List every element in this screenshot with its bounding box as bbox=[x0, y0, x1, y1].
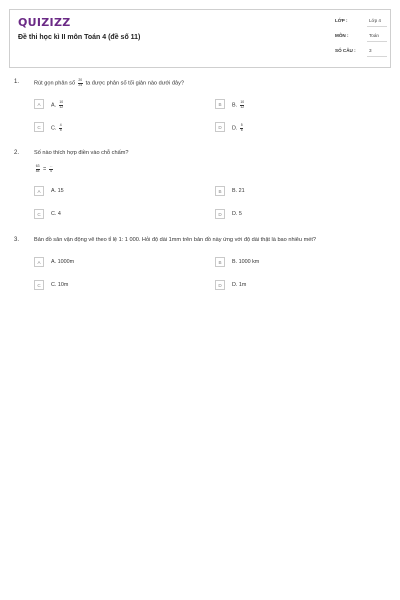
option-prefix: B. bbox=[232, 102, 238, 109]
option-letter-box[interactable]: D bbox=[215, 209, 225, 219]
meta-row-subject bbox=[335, 31, 387, 46]
meta-value: 3 bbox=[369, 48, 372, 53]
option-text: A. 15 bbox=[51, 188, 64, 194]
option-letter-box[interactable]: C bbox=[34, 280, 44, 290]
question-number: 2. bbox=[14, 150, 20, 156]
option-prefix: C. bbox=[51, 125, 57, 132]
fraction-numerator: 20 bbox=[78, 78, 83, 82]
question-text bbox=[34, 79, 184, 87]
meta-label: MÔN : bbox=[335, 33, 349, 38]
option-fraction bbox=[240, 101, 244, 109]
question-number: 3. bbox=[14, 237, 20, 243]
option-prefix: D. bbox=[232, 125, 238, 132]
option-letter-box[interactable]: B bbox=[215, 99, 225, 109]
meta-label: LỚP : bbox=[335, 18, 348, 23]
option-text bbox=[51, 124, 63, 132]
meta-table bbox=[335, 16, 387, 61]
question-text-after: ta được phân số tối giản nào dưới đây? bbox=[85, 80, 185, 87]
fraction-denominator: 24 bbox=[78, 82, 83, 87]
equals-sign: = bbox=[42, 166, 47, 173]
meta-underline bbox=[367, 26, 387, 27]
option-letter-box[interactable]: D bbox=[215, 280, 225, 290]
option-prefix: A. bbox=[51, 102, 57, 109]
option-letter-box[interactable]: D bbox=[215, 122, 225, 132]
question-text: Số nào thích hợp điền vào chỗ chấm? bbox=[34, 150, 129, 156]
meta-value: Lớp 4 bbox=[369, 18, 381, 23]
option-text: B. 1000 km bbox=[232, 259, 260, 265]
option-text bbox=[232, 101, 246, 109]
fraction-denominator: 12 bbox=[59, 104, 64, 109]
option-letter-box[interactable]: C bbox=[34, 122, 44, 132]
question-expression bbox=[34, 165, 54, 173]
page-title: Đề thi học kì II môn Toán 4 (đề số 11) bbox=[18, 34, 141, 41]
option-text bbox=[51, 101, 65, 109]
fraction-numerator: 63 bbox=[35, 164, 40, 168]
option-text: C. 10m bbox=[51, 282, 69, 288]
option-fraction bbox=[59, 101, 63, 109]
fraction-numerator: 4 bbox=[59, 123, 62, 127]
worksheet-header bbox=[9, 9, 391, 68]
question-text: Bản đồ sân vận động vẽ theo tỉ lệ 1: 1 000. Hỏi độ dài 1mm trên bản đồ này ứng với độ dài thật là bao nhiêu mét? bbox=[34, 237, 317, 243]
fraction-numerator: 5 bbox=[240, 123, 243, 127]
option-letter-box[interactable]: A bbox=[34, 257, 44, 267]
meta-underline bbox=[367, 56, 387, 57]
expression-fraction-left bbox=[36, 165, 40, 173]
fraction-denominator: 4 bbox=[50, 168, 52, 173]
option-text: B. 21 bbox=[232, 188, 245, 194]
fraction-numerator: 10 bbox=[240, 100, 245, 104]
question-text-before: Rút gọn phân số bbox=[34, 80, 76, 87]
meta-label: SỐ CÂU : bbox=[335, 48, 356, 53]
option-letter-box[interactable]: A bbox=[34, 99, 44, 109]
fraction-denominator: 5 bbox=[59, 127, 62, 132]
option-text bbox=[232, 124, 244, 132]
option-letter-box[interactable]: C bbox=[34, 209, 44, 219]
option-letter-box[interactable]: A bbox=[34, 186, 44, 196]
option-fraction bbox=[59, 124, 61, 132]
fraction-numerator: ... bbox=[49, 164, 53, 168]
question-fraction bbox=[78, 79, 82, 87]
question-number: 1. bbox=[14, 79, 20, 85]
option-letter-box[interactable]: B bbox=[215, 186, 225, 196]
option-text: D. 1m bbox=[232, 282, 247, 288]
option-text: C. 4 bbox=[51, 211, 61, 217]
option-letter-box[interactable]: B bbox=[215, 257, 225, 267]
option-text: D. 5 bbox=[232, 211, 242, 217]
quizizz-logo: QUIZIZZ bbox=[18, 16, 71, 29]
fraction-denominator: 6 bbox=[240, 127, 243, 132]
option-text: A. 1000m bbox=[51, 259, 75, 265]
fraction-numerator: 10 bbox=[59, 100, 64, 104]
meta-value: Toán bbox=[369, 33, 379, 38]
meta-underline bbox=[367, 41, 387, 42]
meta-row-class bbox=[335, 16, 387, 31]
option-fraction bbox=[240, 124, 242, 132]
meta-row-count bbox=[335, 46, 387, 61]
fraction-denominator: 84 bbox=[35, 168, 40, 173]
fraction-denominator: 12 bbox=[240, 104, 245, 109]
expression-fraction-right bbox=[49, 165, 52, 173]
